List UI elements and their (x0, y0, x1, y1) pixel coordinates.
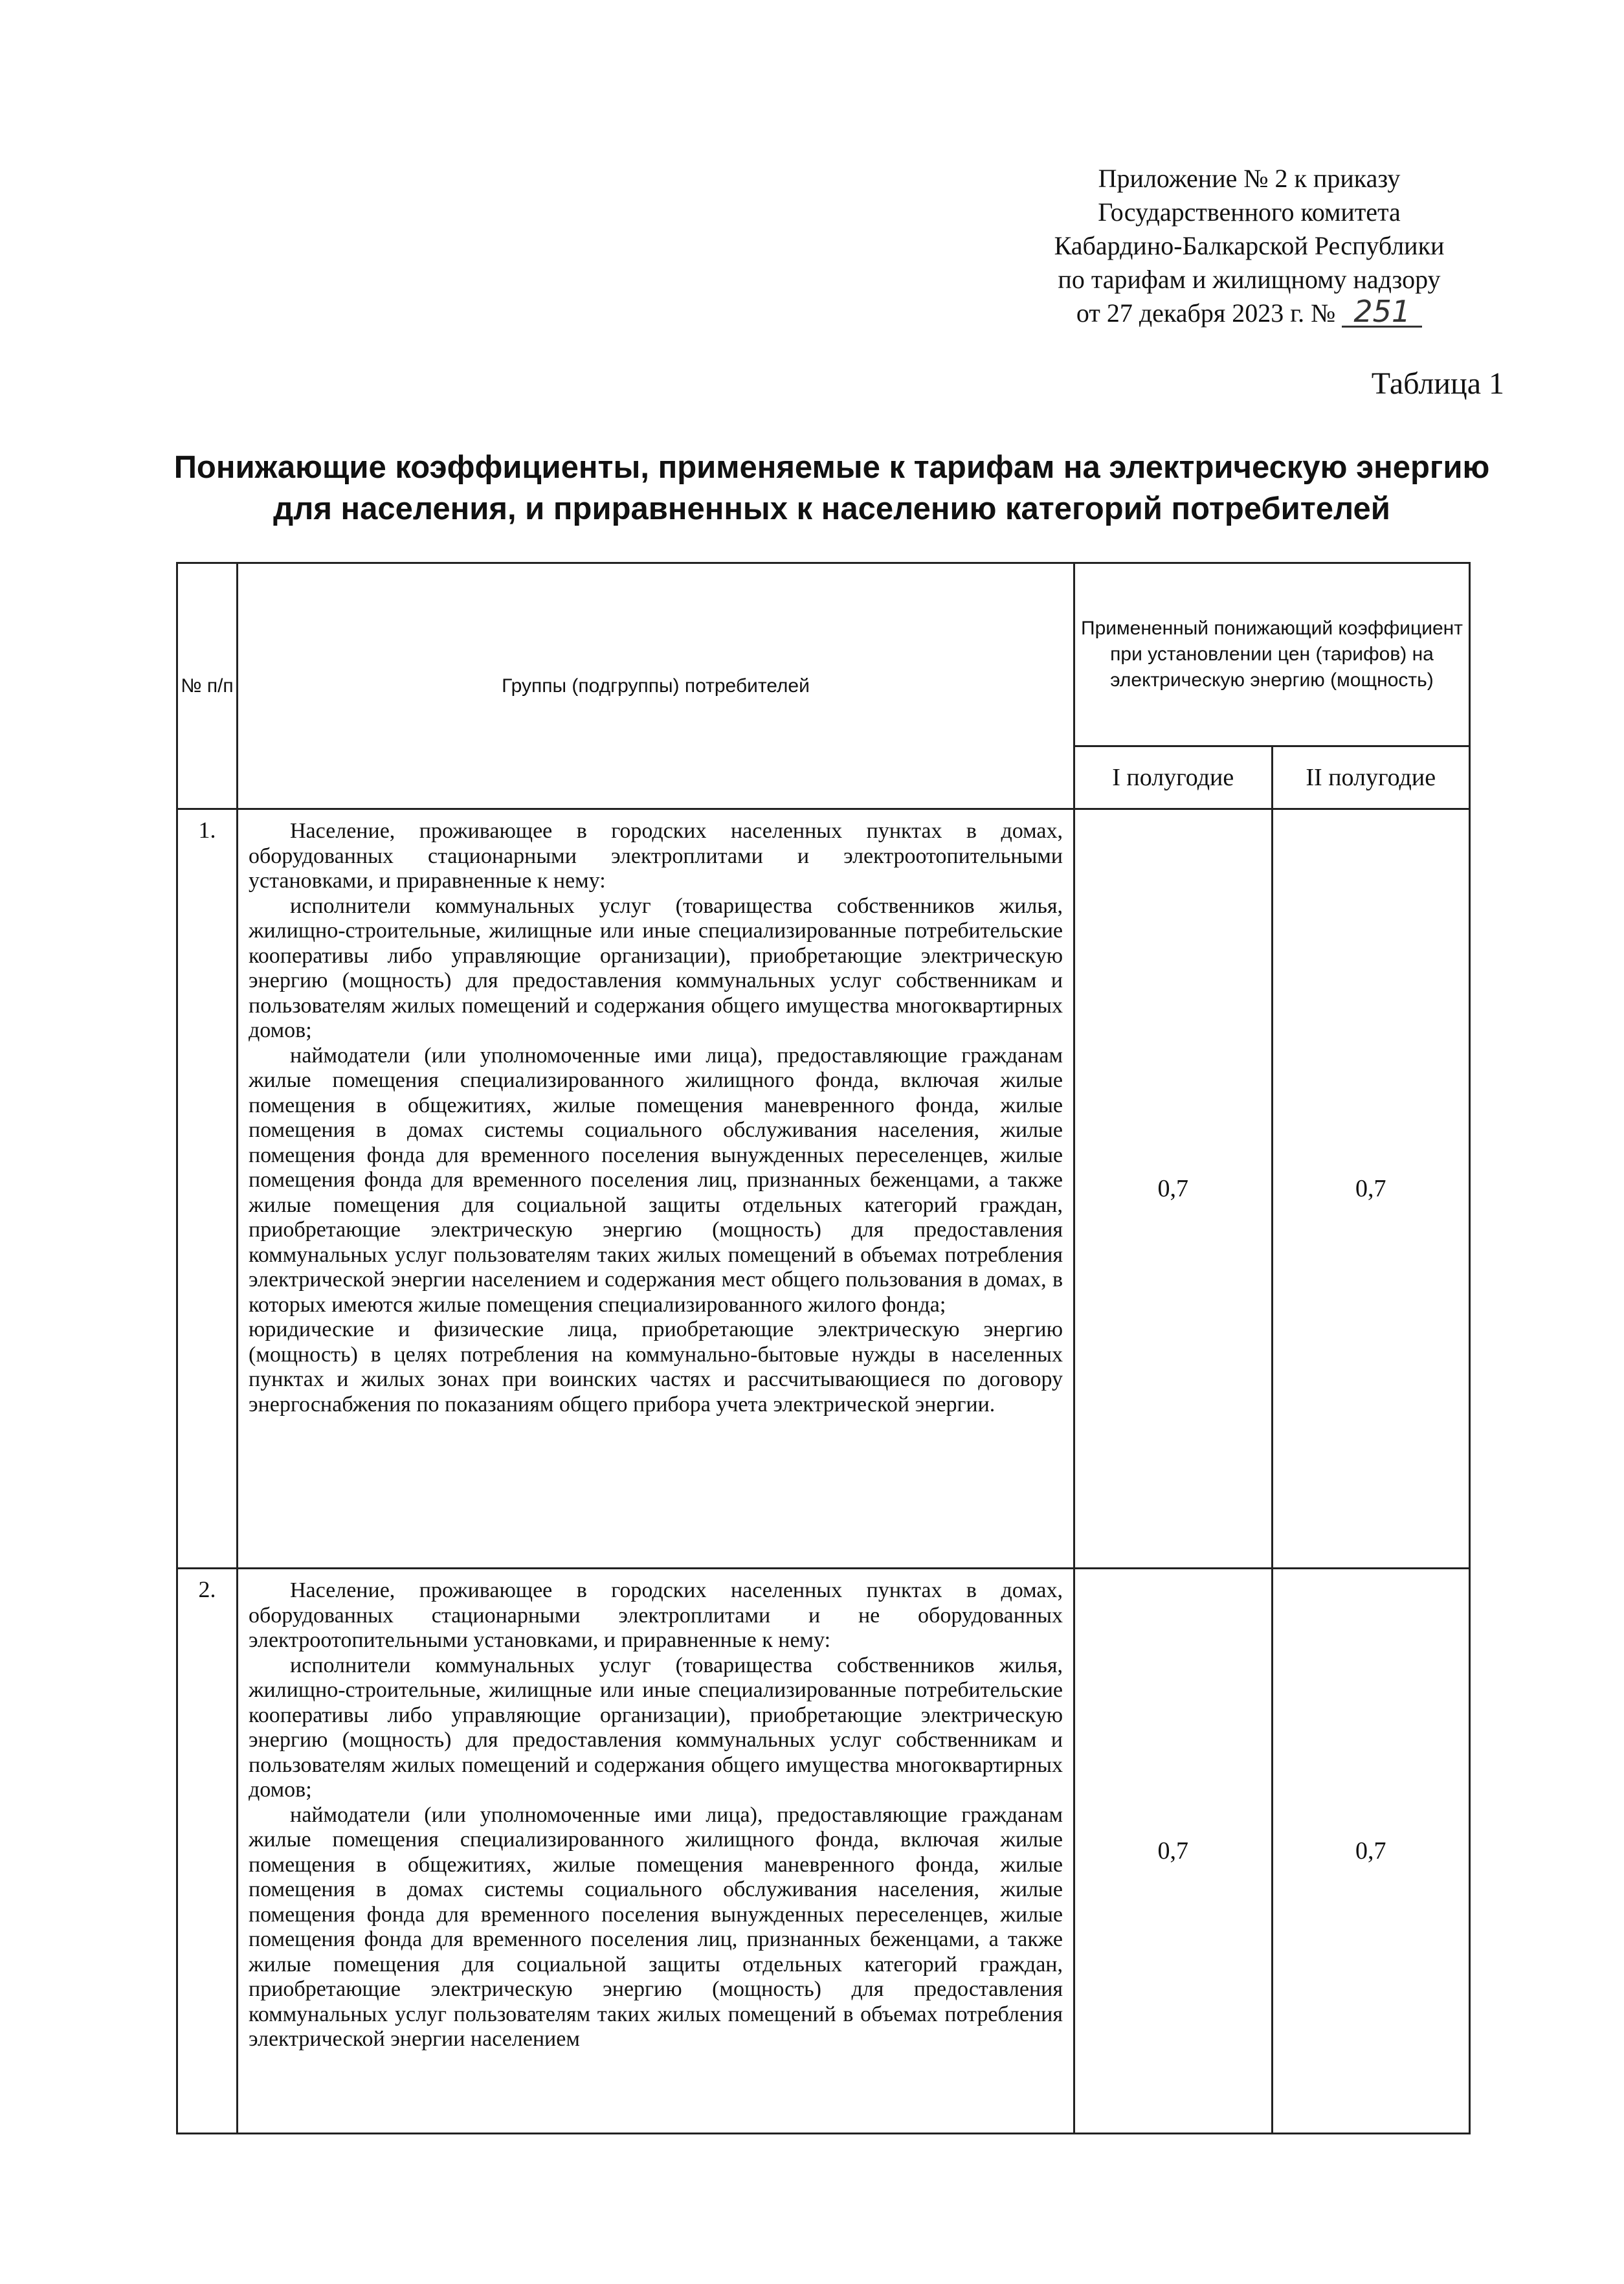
row-coef-half-1: 0,7 (1074, 1569, 1273, 2134)
row-coef-half-2: 0,7 (1272, 1569, 1470, 2134)
order-date: от 27 декабря 2023 г. № (1076, 298, 1336, 328)
row-paragraph: юридические и физические лица, приобретающие электрическую энергию (мощность) в целях потребления на коммунально-бытовые нужды в населенных пунктах и жилых зонах при воинских частях и рассчитывающиеся по договору энергоснабжения по показаниям общего прибора учета электрической энергии. (249, 1317, 1063, 1416)
table-row (177, 809, 1470, 1569)
header-half-1: I полугодие (1074, 746, 1273, 809)
annex-line-1: Приложение № 2 к приказу (1098, 164, 1401, 193)
title-line-2: для населения, и приравненных к населению категорий потребителей (273, 491, 1390, 526)
annex-line-4: по тарифам и жилищному надзору (1058, 265, 1441, 294)
row-group-text (238, 809, 1074, 1569)
header-number: № п/п (177, 563, 238, 809)
coefficients-table (176, 562, 1471, 2134)
table-header-row (177, 563, 1470, 746)
title-line-1: Понижающие коэффициенты, применяемые к тарифам на электрическую энергию (173, 450, 1490, 485)
header-groups: Группы (подгруппы) потребителей (238, 563, 1074, 809)
row-paragraph: исполнители коммунальных услуг (товарищества собственников жилья, жилищно-строительные, жилищные или иные специализированные потребительские кооперативы либо управляющие организации), приобретающие электрическую энергию (мощность) для предоставления коммунальных услуг собственникам и пользователям жилых помещений и содержания общего имущества многоквартирных домов; (249, 1653, 1063, 1802)
table-label: Таблица 1 (1371, 366, 1504, 401)
row-paragraph: наймодатели (или уполномоченные ими лица), предоставляющие гражданам жилые помещения специализированного жилищного фонда, включая жилые помещения в общежитиях, жилые помещения маневренного фонда, жилые помещения в домах системы социального обслуживания населения, жилые помещения фонда для временного поселения вынужденных переселенцев, жилые помещения фонда для временного поселения лиц, признанных беженцами, а также жилые помещения для социальной защиты отдельных категорий граждан, приобретающие электрическую энергию (мощность) для предоставления коммунальных услуг пользователям таких жилых помещений в объемах потребления электрической энергии населением и содержания мест общего пользования в домах, в которых имеются жилые помещения специализированного жилого фонда; (249, 1043, 1063, 1317)
row-paragraph: наймодатели (или уполномоченные ими лица), предоставляющие гражданам жилые помещения специализированного жилищного фонда, включая жилые помещения в общежитиях, жилые помещения маневренного фонда, жилые помещения в домах системы социального обслуживания населения, жилые помещения фонда для временного поселения вынужденных переселенцев, жилые помещения фонда для временного поселения лиц, признанных беженцами, а также жилые помещения для социальной защиты отдельных категорий граждан, приобретающие электрическую энергию (мощность) для предоставления коммунальных услуг пользователям таких жилых помещений в объемах потребления электрической энергии населением (249, 1802, 1063, 2051)
row-number: 2. (177, 1569, 238, 2134)
annex-header (1010, 162, 1489, 330)
annex-line-2: Государственного комитета (1098, 197, 1401, 227)
row-paragraph: исполнители коммунальных услуг (товарищества собственников жилья, жилищно-строительные, жилищные или иные специализированные потребительские кооперативы либо управляющие организации), приобретающие электрическую энергию (мощность) для предоставления коммунальных услуг собственникам и пользователям жилых помещений и содержания общего имущества многоквартирных домов; (249, 893, 1063, 1042)
annex-line-3: Кабардино-Балкарской Республики (1054, 231, 1445, 260)
order-number: 251 (1342, 297, 1422, 328)
row-group-text (238, 1569, 1074, 2134)
row-paragraph: Население, проживающее в городских населенных пунктах в домах, оборудованных стационарными электроплитами и не оборудованных электроотопительными установками, и приравненные к нему: (249, 1578, 1063, 1652)
row-number: 1. (177, 809, 238, 1569)
header-coefficient: Примененный понижающий коэффициент при установлении цен (тарифов) на электрическую энергию (мощность) (1074, 563, 1470, 746)
row-coef-half-1: 0,7 (1074, 809, 1273, 1569)
header-half-2: II полугодие (1272, 746, 1470, 809)
row-paragraph: Население, проживающее в городских населенных пунктах в домах, оборудованных стационарными электроплитами и электроотопительными установками, и приравненные к нему: (249, 819, 1063, 893)
row-coef-half-2: 0,7 (1272, 809, 1470, 1569)
document-title (155, 447, 1508, 530)
annex-date-line (1010, 294, 1489, 330)
table-row (177, 1569, 1470, 2134)
